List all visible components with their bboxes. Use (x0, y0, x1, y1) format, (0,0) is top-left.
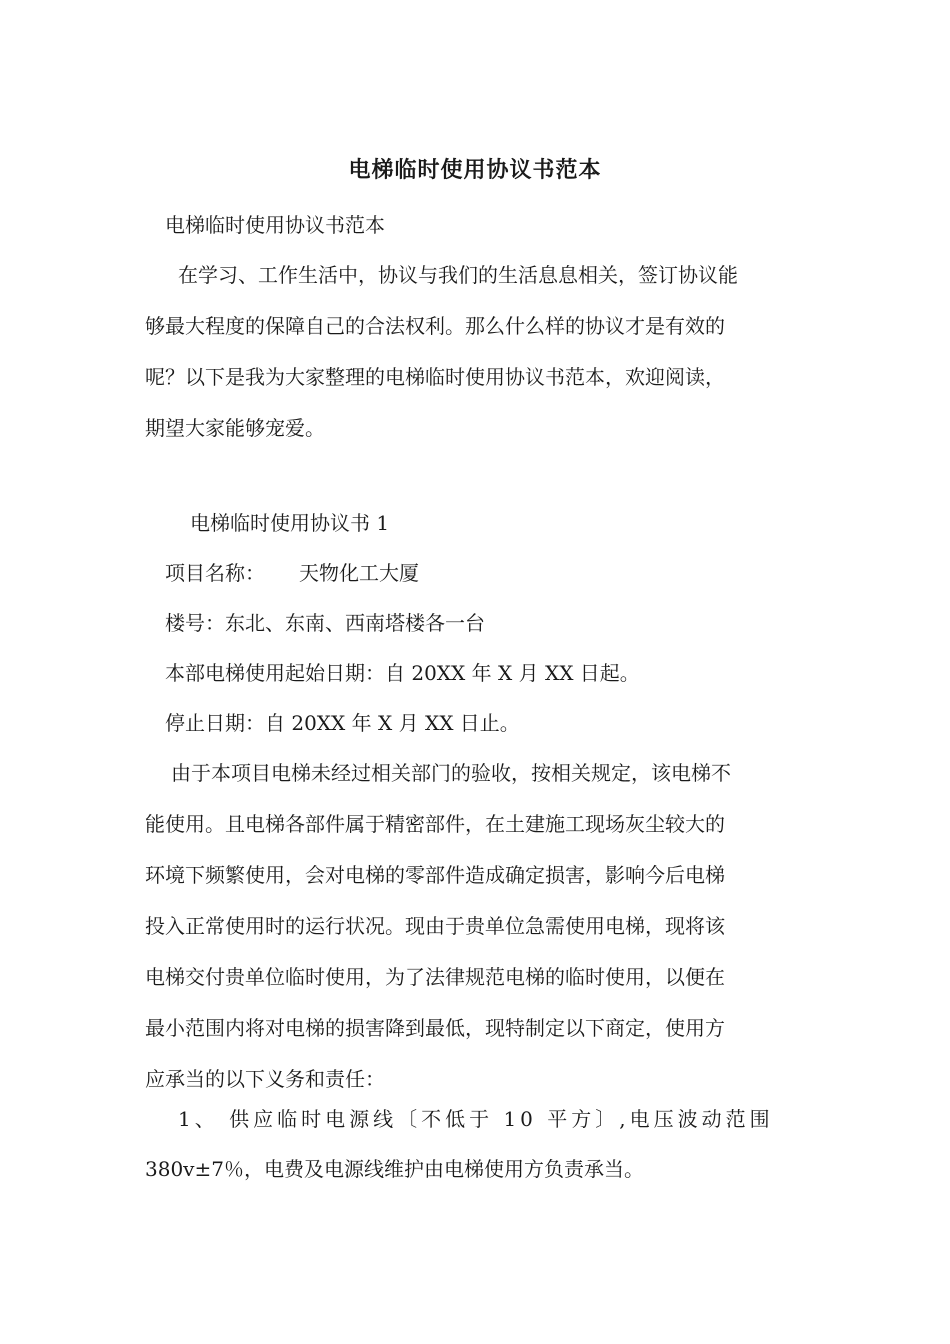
body-line: 环境下频繁使用，会对电梯的零部件造成确定损害，影响今后电梯 (145, 863, 725, 887)
body-paragraph (145, 748, 805, 1105)
item-1-line-1: 1、 供应临时电源线〔不低于 10 平方〕,电压波动范围 (178, 1107, 774, 1131)
intro-line: 期望大家能够宠爱。 (145, 416, 325, 440)
body-line: 由于本项目电梯未经过相关部门的验收，按相关规定，该电梯不 (171, 761, 731, 785)
body-line: 能使用。且电梯各部件属于精密部件，在土建施工现场灰尘较大的 (145, 812, 725, 836)
project-name-label: 项目名称： (165, 561, 265, 585)
document-subtitle: 电梯临时使用协议书范本 (165, 213, 385, 237)
start-date-line: 本部电梯使用起始日期：自 20XX 年 X 月 XX 日起。 (165, 661, 640, 685)
end-date-line: 停止日期：自 20XX 年 X 月 XX 日止。 (165, 711, 520, 735)
body-line: 电梯交付贵单位临时使用，为了法律规范电梯的临时使用，以便在 (145, 965, 725, 989)
document-title: 电梯临时使用协议书范本 (348, 157, 602, 183)
body-line: 最小范围内将对电梯的损害降到最低，现特制定以下商定，使用方 (145, 1016, 725, 1040)
project-name-row (165, 548, 419, 599)
intro-line: 够最大程度的保障自己的合法权利。那么什么样的协议才是有效的 (145, 314, 725, 338)
intro-line: 在学习、工作生活中，协议与我们的生活息息相关，签订协议能 (178, 263, 738, 287)
intro-line: 呢？以下是我为大家整理的电梯临时使用协议书范本，欢迎阅读， (145, 365, 725, 389)
project-name-value: 天物化工大厦 (299, 561, 419, 585)
intro-paragraph (145, 250, 805, 454)
section-heading: 电梯临时使用协议书 1 (190, 511, 390, 535)
building-line: 楼号：东北、东南、西南塔楼各一台 (165, 611, 485, 635)
item-1-line-2: 380v±7％，电费及电源线维护由电梯使用方负责承当。 (145, 1157, 644, 1181)
body-line: 投入正常使用时的运行状况。现由于贵单位急需使用电梯，现将该 (145, 914, 725, 938)
body-line: 应承当的以下义务和责任： (145, 1067, 385, 1091)
